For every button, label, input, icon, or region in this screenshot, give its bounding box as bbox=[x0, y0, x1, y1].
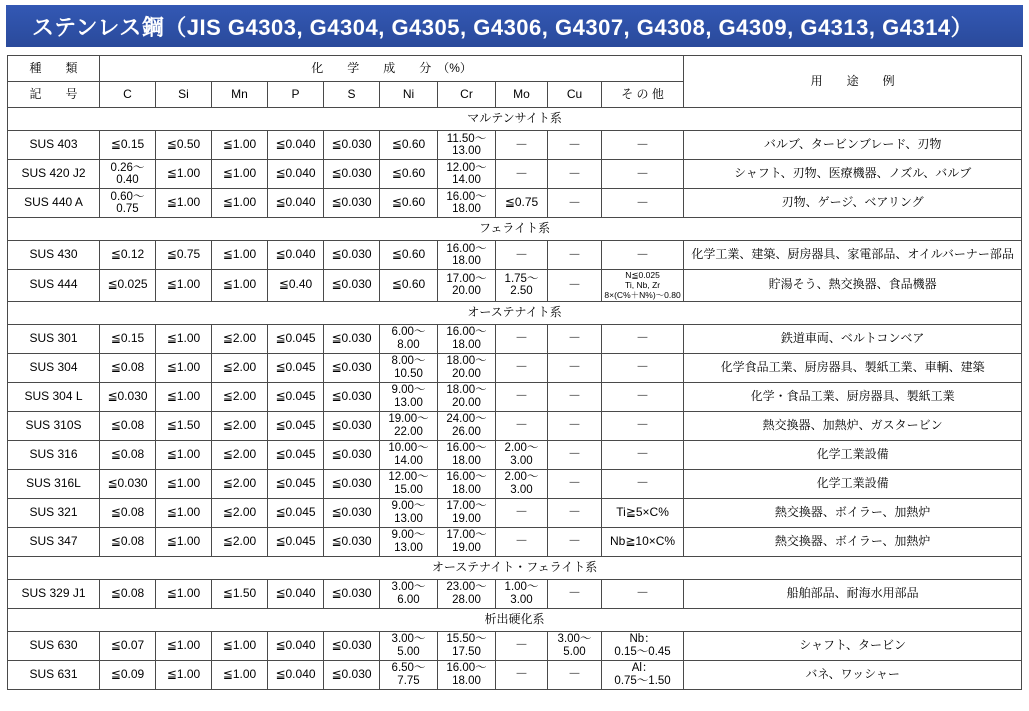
cell-si: ≦1.00 bbox=[156, 382, 212, 411]
cell-mo: － bbox=[496, 498, 548, 527]
row-kigou: SUS 444 bbox=[8, 270, 100, 302]
row-kigou: SUS 321 bbox=[8, 498, 100, 527]
cell-mn: ≦1.00 bbox=[212, 189, 268, 218]
row-kigou: SUS 403 bbox=[8, 131, 100, 160]
cell-use: 刃物、ゲージ、ベアリング bbox=[684, 189, 1022, 218]
cell-mn: ≦2.00 bbox=[212, 411, 268, 440]
cell-s: ≦0.030 bbox=[324, 131, 380, 160]
cell-cu: － bbox=[548, 660, 602, 689]
cell-p: ≦0.045 bbox=[268, 440, 324, 469]
cell-c: ≦0.08 bbox=[100, 579, 156, 608]
cell-cu: － bbox=[548, 131, 602, 160]
cell-ni: ≦0.60 bbox=[380, 270, 438, 302]
cell-c: ≦0.08 bbox=[100, 353, 156, 382]
cell-s: ≦0.030 bbox=[324, 241, 380, 270]
cell-use: 化学食品工業、厨房器具、製紙工業、車輌、建築 bbox=[684, 353, 1022, 382]
cell-si: ≦1.00 bbox=[156, 270, 212, 302]
cell-cr: 16.00～ 18.00 bbox=[438, 241, 496, 270]
cell-mn: ≦2.00 bbox=[212, 527, 268, 556]
table-row bbox=[8, 631, 1022, 660]
cell-mo: － bbox=[496, 382, 548, 411]
cell-cu: － bbox=[548, 579, 602, 608]
cell-other: Ti≧5×C% bbox=[602, 498, 684, 527]
cell-other: Nb≧10×C% bbox=[602, 527, 684, 556]
table-row bbox=[8, 160, 1022, 189]
table-row bbox=[8, 527, 1022, 556]
cell-mo: － bbox=[496, 131, 548, 160]
cell-c: ≦0.15 bbox=[100, 324, 156, 353]
cell-ni: 6.00～ 8.00 bbox=[380, 324, 438, 353]
cell-mo: － bbox=[496, 527, 548, 556]
cell-cu: － bbox=[548, 527, 602, 556]
cell-p: ≦0.045 bbox=[268, 469, 324, 498]
cell-p: ≦0.040 bbox=[268, 631, 324, 660]
header-element-p: P bbox=[268, 82, 324, 108]
cell-c: ≦0.09 bbox=[100, 660, 156, 689]
row-kigou: SUS 440 A bbox=[8, 189, 100, 218]
cell-cr: 23.00～ 28.00 bbox=[438, 579, 496, 608]
cell-s: ≦0.030 bbox=[324, 631, 380, 660]
cell-ni: 19.00～ 22.00 bbox=[380, 411, 438, 440]
cell-ni: 10.00～ 14.00 bbox=[380, 440, 438, 469]
cell-use: 熱交換器、ボイラー、加熱炉 bbox=[684, 527, 1022, 556]
cell-mn: ≦1.00 bbox=[212, 270, 268, 302]
table-row bbox=[8, 270, 1022, 302]
cell-ni: ≦0.60 bbox=[380, 241, 438, 270]
cell-si: ≦1.00 bbox=[156, 160, 212, 189]
cell-ni: 8.00～ 10.50 bbox=[380, 353, 438, 382]
cell-cr: 11.50～ 13.00 bbox=[438, 131, 496, 160]
table-row bbox=[8, 189, 1022, 218]
cell-cu: － bbox=[548, 189, 602, 218]
cell-cu: － bbox=[548, 469, 602, 498]
cell-si: ≦1.00 bbox=[156, 469, 212, 498]
cell-other: － bbox=[602, 324, 684, 353]
row-kigou: SUS 310S bbox=[8, 411, 100, 440]
cell-mn: ≦2.00 bbox=[212, 440, 268, 469]
cell-si: ≦0.50 bbox=[156, 131, 212, 160]
cell-si: ≦1.00 bbox=[156, 324, 212, 353]
cell-cu: － bbox=[548, 382, 602, 411]
cell-s: ≦0.030 bbox=[324, 411, 380, 440]
cell-ni: 12.00～ 15.00 bbox=[380, 469, 438, 498]
group-name: マルテンサイト系 bbox=[8, 108, 1022, 131]
table-row bbox=[8, 469, 1022, 498]
group-row bbox=[8, 608, 1022, 631]
cell-mo: － bbox=[496, 660, 548, 689]
cell-use: 鉄道車両、ベルトコンベア bbox=[684, 324, 1022, 353]
cell-other: Nb： 0.15～0.45 bbox=[602, 631, 684, 660]
cell-cr: 16.00～ 18.00 bbox=[438, 469, 496, 498]
cell-p: ≦0.040 bbox=[268, 660, 324, 689]
cell-mn: ≦1.00 bbox=[212, 131, 268, 160]
group-row bbox=[8, 301, 1022, 324]
row-kigou: SUS 304 L bbox=[8, 382, 100, 411]
cell-c: 0.60～ 0.75 bbox=[100, 189, 156, 218]
cell-si: ≦1.50 bbox=[156, 411, 212, 440]
header-element-cu: Cu bbox=[548, 82, 602, 108]
cell-cu: － bbox=[548, 440, 602, 469]
cell-other: － bbox=[602, 382, 684, 411]
group-name: フェライト系 bbox=[8, 218, 1022, 241]
cell-ni: 6.50～ 7.75 bbox=[380, 660, 438, 689]
cell-cr: 15.50～ 17.50 bbox=[438, 631, 496, 660]
row-kigou: SUS 631 bbox=[8, 660, 100, 689]
cell-s: ≦0.030 bbox=[324, 160, 380, 189]
cell-si: ≦1.00 bbox=[156, 440, 212, 469]
header-element-cr: Cr bbox=[438, 82, 496, 108]
cell-cu: － bbox=[548, 498, 602, 527]
cell-s: ≦0.030 bbox=[324, 440, 380, 469]
table-header bbox=[8, 56, 1022, 108]
cell-cr: 24.00～ 26.00 bbox=[438, 411, 496, 440]
cell-s: ≦0.030 bbox=[324, 270, 380, 302]
cell-use: シャフト、タービン bbox=[684, 631, 1022, 660]
group-name: 析出硬化系 bbox=[8, 608, 1022, 631]
row-kigou: SUS 630 bbox=[8, 631, 100, 660]
header-element-mn: Mn bbox=[212, 82, 268, 108]
cell-c: ≦0.08 bbox=[100, 498, 156, 527]
cell-mn: ≦2.00 bbox=[212, 498, 268, 527]
cell-mo: － bbox=[496, 160, 548, 189]
cell-p: ≦0.045 bbox=[268, 324, 324, 353]
cell-si: ≦1.00 bbox=[156, 527, 212, 556]
table-row bbox=[8, 353, 1022, 382]
cell-p: ≦0.040 bbox=[268, 131, 324, 160]
cell-other: N≦0.025 Ti, Nb, Zr 8×(C%＋N%)～0.80 bbox=[602, 270, 684, 302]
cell-s: ≦0.030 bbox=[324, 382, 380, 411]
table-row bbox=[8, 324, 1022, 353]
cell-mo: 2.00～ 3.00 bbox=[496, 469, 548, 498]
cell-other: － bbox=[602, 469, 684, 498]
cell-other: － bbox=[602, 411, 684, 440]
group-row bbox=[8, 556, 1022, 579]
cell-cr: 16.00～ 18.00 bbox=[438, 189, 496, 218]
table-row bbox=[8, 498, 1022, 527]
cell-p: ≦0.045 bbox=[268, 498, 324, 527]
cell-s: ≦0.030 bbox=[324, 660, 380, 689]
cell-p: ≦0.040 bbox=[268, 241, 324, 270]
cell-si: ≦1.00 bbox=[156, 353, 212, 382]
cell-si: ≦0.75 bbox=[156, 241, 212, 270]
table-row bbox=[8, 131, 1022, 160]
cell-cr: 16.00～ 18.00 bbox=[438, 660, 496, 689]
cell-s: ≦0.030 bbox=[324, 353, 380, 382]
cell-ni: 9.00～ 13.00 bbox=[380, 498, 438, 527]
header-chemical-unit: （%） bbox=[437, 60, 472, 75]
header-element-c: C bbox=[100, 82, 156, 108]
cell-cr: 12.00～ 14.00 bbox=[438, 160, 496, 189]
cell-other: － bbox=[602, 160, 684, 189]
cell-s: ≦0.030 bbox=[324, 469, 380, 498]
cell-si: ≦1.00 bbox=[156, 660, 212, 689]
cell-mo: － bbox=[496, 324, 548, 353]
header-element-ni: Ni bbox=[380, 82, 438, 108]
cell-use: 船舶部品、耐海水用部品 bbox=[684, 579, 1022, 608]
cell-cu: － bbox=[548, 241, 602, 270]
cell-ni: 3.00～ 6.00 bbox=[380, 579, 438, 608]
header-element-si: Si bbox=[156, 82, 212, 108]
cell-p: ≦0.040 bbox=[268, 189, 324, 218]
header-kigou: 記 号 bbox=[8, 82, 100, 108]
row-kigou: SUS 430 bbox=[8, 241, 100, 270]
cell-mn: ≦2.00 bbox=[212, 353, 268, 382]
page-root bbox=[0, 5, 1029, 711]
cell-s: ≦0.030 bbox=[324, 579, 380, 608]
cell-p: ≦0.040 bbox=[268, 579, 324, 608]
table-row bbox=[8, 440, 1022, 469]
cell-other: － bbox=[602, 241, 684, 270]
cell-ni: 9.00～ 13.00 bbox=[380, 527, 438, 556]
group-name: オーステナイト系 bbox=[8, 301, 1022, 324]
cell-c: ≦0.030 bbox=[100, 469, 156, 498]
cell-other: － bbox=[602, 189, 684, 218]
cell-si: ≦1.00 bbox=[156, 631, 212, 660]
row-kigou: SUS 316 bbox=[8, 440, 100, 469]
cell-ni: ≦0.60 bbox=[380, 131, 438, 160]
cell-cr: 17.00～ 19.00 bbox=[438, 498, 496, 527]
row-kigou: SUS 347 bbox=[8, 527, 100, 556]
cell-c: ≦0.08 bbox=[100, 527, 156, 556]
cell-use: バネ、ワッシャー bbox=[684, 660, 1022, 689]
cell-s: ≦0.030 bbox=[324, 189, 380, 218]
cell-use: 化学工業設備 bbox=[684, 469, 1022, 498]
cell-use: シャフト、刃物、医療機器、ノズル、バルブ bbox=[684, 160, 1022, 189]
cell-other: － bbox=[602, 579, 684, 608]
cell-p: ≦0.045 bbox=[268, 382, 324, 411]
cell-p: ≦0.045 bbox=[268, 527, 324, 556]
cell-mo: 2.00～ 3.00 bbox=[496, 440, 548, 469]
stainless-steel-table bbox=[7, 55, 1022, 690]
cell-cu: 3.00～ 5.00 bbox=[548, 631, 602, 660]
cell-p: ≦0.40 bbox=[268, 270, 324, 302]
cell-mn: ≦1.00 bbox=[212, 241, 268, 270]
cell-mn: ≦2.00 bbox=[212, 469, 268, 498]
cell-mn: ≦2.00 bbox=[212, 382, 268, 411]
cell-si: ≦1.00 bbox=[156, 498, 212, 527]
cell-cu: － bbox=[548, 160, 602, 189]
cell-cu: － bbox=[548, 353, 602, 382]
cell-other: － bbox=[602, 353, 684, 382]
cell-mn: ≦1.00 bbox=[212, 160, 268, 189]
cell-other: Al： 0.75～1.50 bbox=[602, 660, 684, 689]
table-row bbox=[8, 411, 1022, 440]
cell-c: ≦0.12 bbox=[100, 241, 156, 270]
cell-cu: － bbox=[548, 411, 602, 440]
cell-mo: ≦0.75 bbox=[496, 189, 548, 218]
cell-use: 化学・食品工業、厨房器具、製紙工業 bbox=[684, 382, 1022, 411]
cell-s: ≦0.030 bbox=[324, 527, 380, 556]
header-type: 種 類 bbox=[8, 56, 100, 82]
cell-cr: 18.00～ 20.00 bbox=[438, 353, 496, 382]
table-row bbox=[8, 660, 1022, 689]
cell-ni: ≦0.60 bbox=[380, 189, 438, 218]
cell-cr: 17.00～ 20.00 bbox=[438, 270, 496, 302]
header-chemical-label: 化 学 成 分 bbox=[311, 60, 438, 75]
table-row bbox=[8, 579, 1022, 608]
header-chemical bbox=[100, 56, 684, 82]
cell-p: ≦0.045 bbox=[268, 411, 324, 440]
cell-c: ≦0.025 bbox=[100, 270, 156, 302]
cell-cr: 17.00～ 19.00 bbox=[438, 527, 496, 556]
cell-c: ≦0.030 bbox=[100, 382, 156, 411]
cell-cu: － bbox=[548, 324, 602, 353]
cell-mn: ≦1.00 bbox=[212, 631, 268, 660]
table-row bbox=[8, 241, 1022, 270]
cell-s: ≦0.030 bbox=[324, 498, 380, 527]
group-name: オーステナイト・フェライト系 bbox=[8, 556, 1022, 579]
cell-other: － bbox=[602, 440, 684, 469]
cell-c: ≦0.15 bbox=[100, 131, 156, 160]
cell-mo: － bbox=[496, 411, 548, 440]
cell-mo: 1.00～ 3.00 bbox=[496, 579, 548, 608]
header-element-mo: Mo bbox=[496, 82, 548, 108]
cell-ni: 9.00～ 13.00 bbox=[380, 382, 438, 411]
cell-mn: ≦2.00 bbox=[212, 324, 268, 353]
cell-ni: ≦0.60 bbox=[380, 160, 438, 189]
cell-cr: 18.00～ 20.00 bbox=[438, 382, 496, 411]
cell-p: ≦0.040 bbox=[268, 160, 324, 189]
cell-c: ≦0.08 bbox=[100, 411, 156, 440]
row-kigou: SUS 420 J2 bbox=[8, 160, 100, 189]
table-row bbox=[8, 382, 1022, 411]
page-title: ステンレス鋼（JIS G4303, G4304, G4305, G4306, G4307, G4308, G4309, G4313, G4314） bbox=[6, 5, 1023, 47]
cell-mn: ≦1.50 bbox=[212, 579, 268, 608]
cell-si: ≦1.00 bbox=[156, 579, 212, 608]
cell-use: バルブ、タービンブレード、刃物 bbox=[684, 131, 1022, 160]
cell-use: 熱交換器、ボイラー、加熱炉 bbox=[684, 498, 1022, 527]
cell-mo: － bbox=[496, 241, 548, 270]
cell-mo: － bbox=[496, 353, 548, 382]
row-kigou: SUS 301 bbox=[8, 324, 100, 353]
cell-si: ≦1.00 bbox=[156, 189, 212, 218]
cell-cr: 16.00～ 18.00 bbox=[438, 324, 496, 353]
cell-c: ≦0.07 bbox=[100, 631, 156, 660]
cell-cr: 16.00～ 18.00 bbox=[438, 440, 496, 469]
header-use: 用 途 例 bbox=[684, 56, 1022, 108]
row-kigou: SUS 329 J1 bbox=[8, 579, 100, 608]
cell-c: ≦0.08 bbox=[100, 440, 156, 469]
header-element-other: そ の 他 bbox=[602, 82, 684, 108]
group-row bbox=[8, 218, 1022, 241]
table-body bbox=[8, 108, 1022, 690]
cell-cu: － bbox=[548, 270, 602, 302]
cell-use: 化学工業設備 bbox=[684, 440, 1022, 469]
cell-p: ≦0.045 bbox=[268, 353, 324, 382]
cell-mo: 1.75～ 2.50 bbox=[496, 270, 548, 302]
cell-mn: ≦1.00 bbox=[212, 660, 268, 689]
cell-c: 0.26～ 0.40 bbox=[100, 160, 156, 189]
cell-mo: － bbox=[496, 631, 548, 660]
cell-use: 貯湯そう、熱交換器、食品機器 bbox=[684, 270, 1022, 302]
cell-use: 化学工業、建築、厨房器具、家電部品、オイルバーナー部品 bbox=[684, 241, 1022, 270]
cell-ni: 3.00～ 5.00 bbox=[380, 631, 438, 660]
cell-s: ≦0.030 bbox=[324, 324, 380, 353]
row-kigou: SUS 304 bbox=[8, 353, 100, 382]
cell-use: 熱交換器、加熱炉、ガスタービン bbox=[684, 411, 1022, 440]
header-element-s: S bbox=[324, 82, 380, 108]
cell-other: － bbox=[602, 131, 684, 160]
row-kigou: SUS 316L bbox=[8, 469, 100, 498]
group-row bbox=[8, 108, 1022, 131]
